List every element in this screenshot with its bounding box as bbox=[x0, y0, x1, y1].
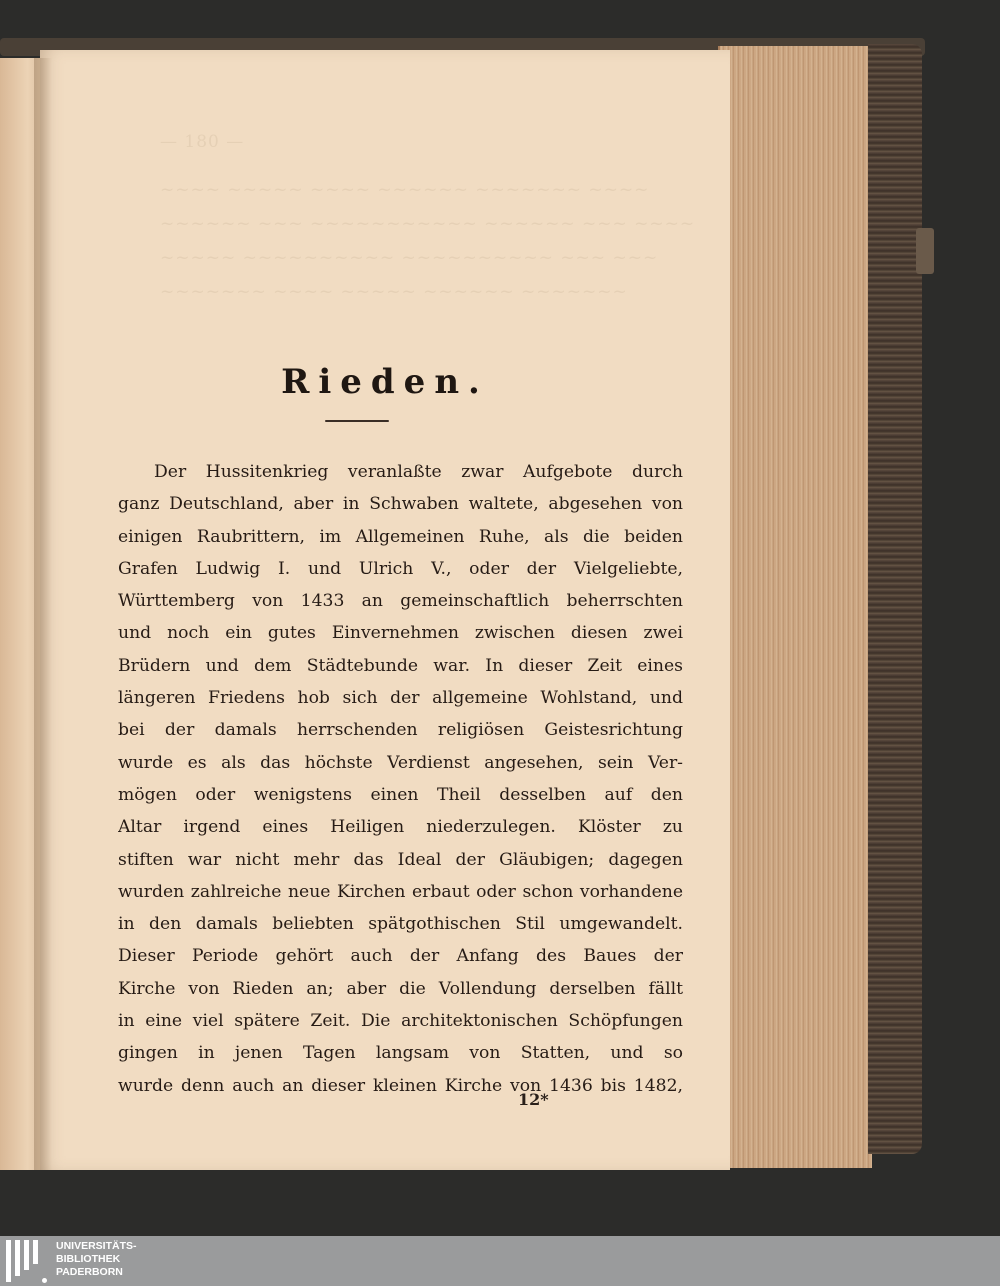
text-line: Der Hussitenkrieg veranlaßte zwar Aufgebote durch bbox=[154, 462, 683, 482]
logo-line: BIBLIOTHEK bbox=[56, 1253, 121, 1265]
bleed-through-text: ~~~~ ~~~~~ ~~~~ ~~~~~~ ~~~~~~~ ~~~~ bbox=[160, 180, 650, 200]
chapter-title: Rieden. bbox=[281, 362, 489, 402]
text-line: wurden zahlreiche neue Kirchen erbaut oder schon vorhandene bbox=[118, 881, 683, 902]
text-line: und noch ein gutes Einvernehmen zwischen diesen zwei bbox=[118, 623, 683, 644]
text-line: stiften war nicht mehr das Ideal der Gläubigen; dagegen bbox=[118, 849, 683, 870]
text-line: einigen Raubrittern, im Allgemeinen Ruhe, als die beiden bbox=[118, 526, 683, 547]
text-line: Altar irgend eines Heiligen niederzulegen. Klöster zu bbox=[118, 817, 683, 838]
library-logo-text bbox=[56, 1240, 137, 1279]
body-text bbox=[118, 456, 683, 1102]
signature-mark: 12* bbox=[518, 1090, 549, 1109]
library-footer bbox=[0, 1236, 1000, 1286]
binding-clasp bbox=[916, 228, 934, 274]
book-page bbox=[40, 50, 730, 1170]
text-line: mögen oder wenigstens einen Theil desselben auf den bbox=[118, 784, 683, 805]
text-line: ganz Deutschland, aber in Schwaben waltete, abgesehen von bbox=[118, 494, 683, 515]
text-line: in den damals beliebten spätgothischen Stil umgewandelt. bbox=[118, 914, 683, 935]
text-line: bei der damals herrschenden religiösen Geistesrichtung bbox=[118, 720, 683, 741]
text-line: Dieser Periode gehört auch der Anfang des Baues der bbox=[118, 946, 683, 967]
text-line: längeren Friedens hob sich der allgemeine Wohlstand, und bbox=[118, 688, 683, 709]
bleed-through-text: ~~~~~~ ~~~ ~~~~~~~~~~~ ~~~~~~ ~~~ ~~~~ bbox=[160, 214, 696, 234]
text-line: in eine viel spätere Zeit. Die architektonischen Schöpfungen bbox=[118, 1011, 683, 1032]
logo-line: PADERBORN bbox=[56, 1266, 123, 1278]
text-line: Württemberg von 1433 an gemeinschaftlich beherrschten bbox=[118, 591, 683, 612]
title-ornament bbox=[325, 416, 389, 426]
logo-line: UNIVERSITÄTS- bbox=[56, 1240, 137, 1252]
text-line: wurde denn auch an dieser kleinen Kirche von 1436 bis 1482, bbox=[118, 1075, 683, 1096]
text-line: Grafen Ludwig I. und Ulrich V., oder der Vielgeliebte, bbox=[118, 558, 683, 579]
bleed-through-text: — 180 — bbox=[160, 132, 245, 152]
bleed-through-text: ~~~~~~~ ~~~~ ~~~~~ ~~~~~~ ~~~~~~~ bbox=[160, 282, 628, 302]
text-line: Kirche von Rieden an; aber die Vollendung derselben fällt bbox=[118, 978, 683, 999]
book-binding bbox=[868, 44, 922, 1154]
page-gutter-shadow bbox=[34, 58, 52, 1170]
page-block-edges bbox=[718, 46, 872, 1168]
library-logo-icon bbox=[6, 1240, 46, 1282]
text-line: Brüdern und dem Städtebunde war. In dieser Zeit eines bbox=[118, 655, 683, 676]
text-line: gingen in jenen Tagen langsam von Statten, und so bbox=[118, 1043, 683, 1064]
text-line: wurde es als das höchste Verdienst angesehen, sein Ver- bbox=[118, 752, 683, 773]
bleed-through-text: ~~~~~ ~~~~~~~~~~ ~~~~~~~~~~ ~~~ ~~~ bbox=[160, 248, 659, 268]
